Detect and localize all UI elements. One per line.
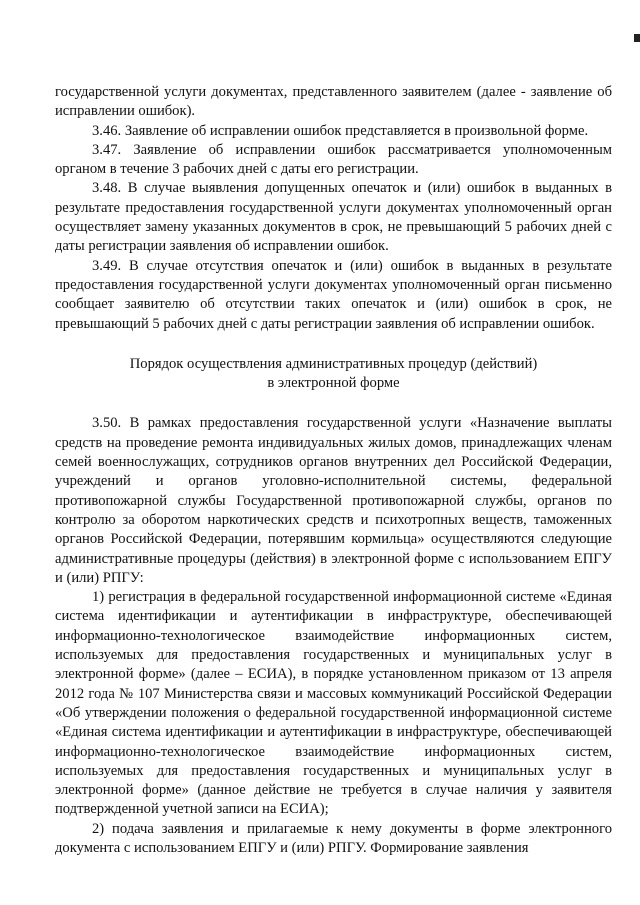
paragraph-3-48: 3.48. В случае выявления допущенных опечаток и (или) ошибок в выданных в результате предоставления государственной услуги документах уполномоченный орган осуществляет замену указанных документов в срок, не превышающий 5 рабочих дней с даты регистрации заявления об исправлении ошибок. [55, 180, 612, 255]
list-item-2: 2) подача заявления и прилагаемые к нему документы в форме электронного документа с использованием ЕПГУ и (или) РПГУ. Формирование заявления [55, 820, 612, 856]
paragraph-3-50: 3.50. В рамках предоставления государственной услуги «Назначение выплаты средств на проведение ремонта индивидуальных жилых домов, принадлежащих членам семей военнослужащих, сотрудников органов внутренних дел Российской Федерации, учреждений и органов уголовно-исполнительной системы, федеральной противопожарной службы Государственной противопожарной службы, органов по контролю за оборотом наркотических средств и психотропных веществ, таможенных органов Российской Федерации, потерявшим кормильца» осуществляются следующие административные процедуры (действия) в электронной форме с использованием ЕПГУ и (или) РПГУ: [55, 415, 612, 586]
paragraph-3-46: 3.46. Заявление об исправлении ошибок представляется в произвольной форме. [92, 122, 589, 139]
list-item-1: 1) регистрация в федеральной государственной информационной системе «Единая система идентификации и аутентификации в инфраструктуре, обеспечивающей информационно-технологическое взаимодействие информационных систем, используемых для предоставления государственных и муниципальных услуг в электронной форме» (далее – ЕСИА), в порядке установленном приказом от 13 апреля 2012 года № 107 Министерства связи и массовых коммуникаций Российской Федерации «Об утверждении положения о федеральной государственной информационной системе «Единая система идентификации и аутентификации в инфраструктуре, обеспечивающей информационно-технологическое взаимодействие информационных систем, используемых для предоставления государственных и муниципальных услуг в электронной форме» (данное действие не требуется в случае наличия у заявителя подтвержденной учетной записи на ЕСИА); [55, 589, 612, 818]
section-heading [55, 355, 612, 394]
paragraph-3-49: 3.49. В случае отсутствия опечаток и (или) ошибок в выданных в результате предоставления государственной услуги документах уполномоченный орган письменно сообщает заявителю об отсутствии таких опечаток и (или) ошибок в срок, не превышающий 5 рабочих дней с даты регистрации заявления об исправлении ошибок. [55, 257, 612, 332]
paragraph-3-47: 3.47. Заявление об исправлении ошибок рассматривается уполномоченным органом в течение 3 рабочих дней с даты его регистрации. [55, 141, 612, 178]
page-edge-mark [634, 34, 640, 42]
paragraph-continuation: государственной услуги документах, представленного заявителем (далее - заявление об исправлении ошибок). [55, 84, 612, 120]
document-body [55, 83, 612, 858]
section-heading-line-1: Порядок осуществления административных процедур (действий) [129, 355, 538, 372]
section-heading-line-2: в электронной форме [267, 375, 400, 392]
